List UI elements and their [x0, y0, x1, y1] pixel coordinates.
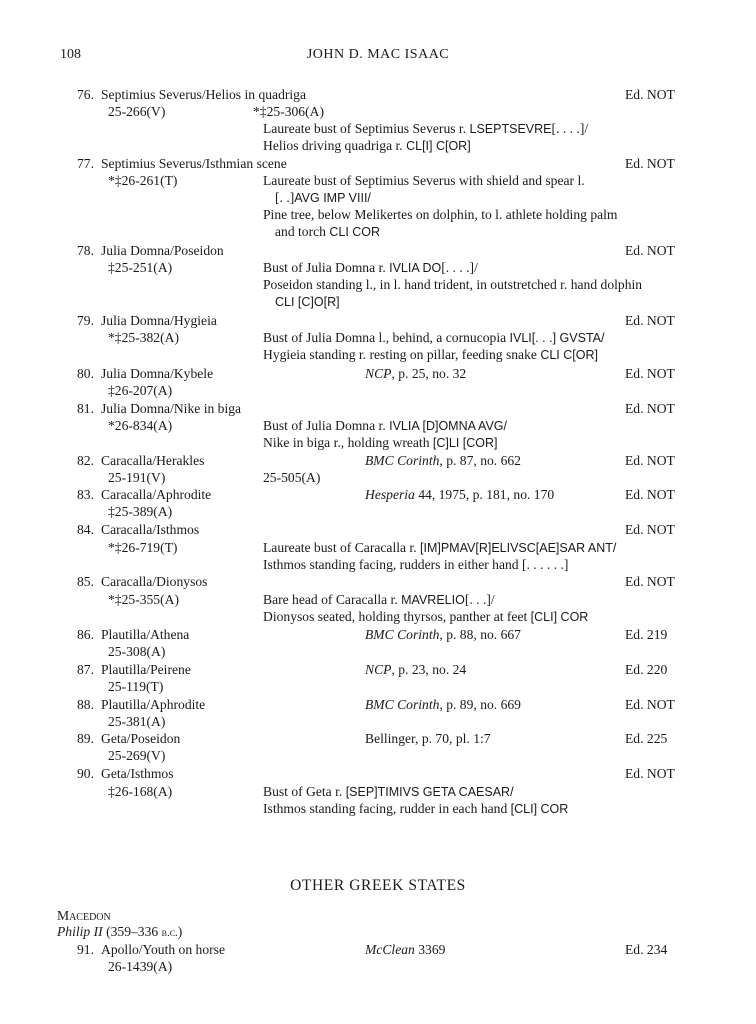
entry-number: 77.: [77, 156, 94, 171]
inventory-number: *‡26-719(T): [108, 540, 178, 555]
bibliographic-reference: Bellinger, p. 70, pl. 1:7: [365, 731, 491, 746]
reverse-legend: and torch CLI COR: [275, 224, 381, 239]
entry-number: 78.: [77, 243, 94, 258]
entry-number: 81.: [77, 401, 94, 416]
bibliographic-reference: NCP, p. 25, no. 32: [365, 366, 467, 381]
section-heading: OTHER GREEK STATES: [290, 877, 466, 894]
entry-number: 91.: [77, 942, 94, 957]
reverse-description: Pine tree, below Melikertes on dolphin, to l. athlete holding palm: [263, 207, 618, 222]
obverse-description: Bust of Julia Domna r. IVLIA DO[. . . .]/: [263, 260, 478, 275]
obverse-description: Bust of Julia Domna l., behind, a cornucopia IVLI[. . .] GVSTA/: [263, 330, 605, 345]
inventory-number: 25-381(A): [108, 714, 166, 729]
page-number: 108: [60, 47, 81, 62]
entry-title: Julia Domna/Nike in biga: [101, 401, 242, 416]
obverse-description: Bare head of Caracalla r. MAVRELIO[. . .]/: [263, 592, 495, 607]
edition-ref: Ed. NOT: [625, 697, 675, 712]
inventory-number: 25-191(V): [108, 470, 166, 485]
edition-ref: Ed. 225: [625, 731, 668, 746]
edition-ref: Ed. 219: [625, 627, 668, 642]
inventory-number-2: *‡25-306(A): [253, 104, 324, 119]
obverse-description: Bust of Julia Domna r. IVLIA [D]OMNA AVG/: [263, 418, 507, 433]
entry-title: Julia Domna/Poseidon: [101, 243, 224, 258]
entry-title: Apollo/Youth on horse: [101, 942, 225, 957]
entry-title: Septimius Severus/Helios in quadriga: [101, 87, 307, 102]
entry-title: Julia Domna/Kybele: [101, 366, 214, 381]
edition-ref: Ed. NOT: [625, 87, 675, 102]
edition-ref: Ed. NOT: [625, 522, 675, 537]
entry-title: Geta/Isthmos: [101, 766, 174, 781]
inventory-number: ‡25-251(A): [108, 260, 173, 275]
inventory-number: *‡25-382(A): [108, 330, 179, 345]
entry-number: 84.: [77, 522, 94, 537]
inventory-number-2: 25-505(A): [263, 470, 321, 485]
region-heading: Macedon: [57, 908, 111, 923]
entry-number: 85.: [77, 574, 94, 589]
inventory-number: *26-834(A): [108, 418, 173, 433]
entry-title: Caracalla/Dionysos: [101, 574, 208, 589]
entry-title: Caracalla/Isthmos: [101, 522, 200, 537]
bibliographic-reference: McClean 3369: [365, 942, 446, 957]
reverse-description: Poseidon standing l., in l. hand trident, in outstretched r. hand dolphin: [263, 277, 643, 292]
reverse-description: Dionysos seated, holding thyrsos, panther at feet [CLI] COR: [263, 609, 589, 624]
entry-title: Plautilla/Athena: [101, 627, 190, 642]
entry-number: 83.: [77, 487, 94, 502]
edition-ref: Ed. 234: [625, 942, 668, 957]
bibliographic-reference: Hesperia 44, 1975, p. 181, no. 170: [365, 487, 555, 502]
obverse-description: Laureate bust of Septimius Severus with shield and spear l.: [263, 173, 585, 188]
reverse-description: Hygieia standing r. resting on pillar, feeding snake CLI C[OR]: [263, 347, 598, 362]
edition-ref: Ed. NOT: [625, 366, 675, 381]
entry-title: Plautilla/Peirene: [101, 662, 191, 677]
obverse-description: Bust of Geta r. [SEP]TIMIVS GETA CAESAR/: [263, 784, 514, 799]
bibliographic-reference: BMC Corinth, p. 87, no. 662: [365, 453, 521, 468]
entry-title: Geta/Poseidon: [101, 731, 181, 746]
entry-number: 87.: [77, 662, 94, 677]
entry-number: 89.: [77, 731, 94, 746]
inventory-number: 25-308(A): [108, 644, 166, 659]
edition-ref: Ed. 220: [625, 662, 668, 677]
ruler-heading: Philip II (359–336 b.c.): [57, 924, 183, 939]
edition-ref: Ed. NOT: [625, 453, 675, 468]
bibliographic-reference: BMC Corinth, p. 89, no. 669: [365, 697, 521, 712]
reverse-description: Isthmos standing facing, rudder in each hand [CLI] COR: [263, 801, 569, 816]
inventory-number: 25-269(V): [108, 748, 166, 763]
inventory-number: ‡26-168(A): [108, 784, 173, 799]
entry-number: 86.: [77, 627, 94, 642]
edition-ref: Ed. NOT: [625, 574, 675, 589]
bibliographic-reference: NCP, p. 23, no. 24: [365, 662, 467, 677]
inventory-number: *‡26-261(T): [108, 173, 178, 188]
inventory-number: 25-119(T): [108, 679, 164, 694]
reverse-description: Nike in biga r., holding wreath [C]LI [COR]: [263, 435, 498, 450]
entry-title: Caracalla/Aphrodite: [101, 487, 212, 502]
entry-title: Julia Domna/Hygieia: [101, 313, 217, 328]
entry-number: 88.: [77, 697, 94, 712]
reverse-description: Helios driving quadriga r. CL[I] C[OR]: [263, 138, 471, 153]
obverse-legend: [. .]AVG IMP VIII/: [275, 190, 371, 205]
entry-number: 80.: [77, 366, 94, 381]
entry-number: 82.: [77, 453, 94, 468]
entry-title: Plautilla/Aphrodite: [101, 697, 206, 712]
entry-title: Septimius Severus/Isthmian scene: [101, 156, 287, 171]
inventory-number: *‡25-355(A): [108, 592, 179, 607]
reverse-legend: CLI [C]O[R]: [275, 295, 340, 309]
entry-number: 76.: [77, 87, 94, 102]
inventory-number: 26-1439(A): [108, 959, 173, 974]
entry-title: Caracalla/Herakles: [101, 453, 205, 468]
obverse-description: Laureate bust of Caracalla r. [IM]PMAV[R]ELIVSC[AE]SAR ANT/: [263, 540, 617, 555]
bibliographic-reference: BMC Corinth, p. 88, no. 667: [365, 627, 521, 642]
inventory-number: 25-266(V): [108, 104, 166, 119]
inventory-number: ‡26-207(A): [108, 383, 173, 398]
edition-ref: Ed. NOT: [625, 401, 675, 416]
obverse-description: Laureate bust of Septimius Severus r. LSEPTSEVRE[. . . .]/: [263, 121, 589, 136]
edition-ref: Ed. NOT: [625, 243, 675, 258]
reverse-description: Isthmos standing facing, rudders in either hand [. . . . . .]: [263, 557, 569, 572]
entry-number: 90.: [77, 766, 94, 781]
running-title: JOHN D. MAC ISAAC: [306, 47, 450, 62]
inventory-number: ‡25-389(A): [108, 504, 173, 519]
edition-ref: Ed. NOT: [625, 313, 675, 328]
entry-number: 79.: [77, 313, 94, 328]
edition-ref: Ed. NOT: [625, 487, 675, 502]
edition-ref: Ed. NOT: [625, 766, 675, 781]
edition-ref: Ed. NOT: [625, 156, 675, 171]
